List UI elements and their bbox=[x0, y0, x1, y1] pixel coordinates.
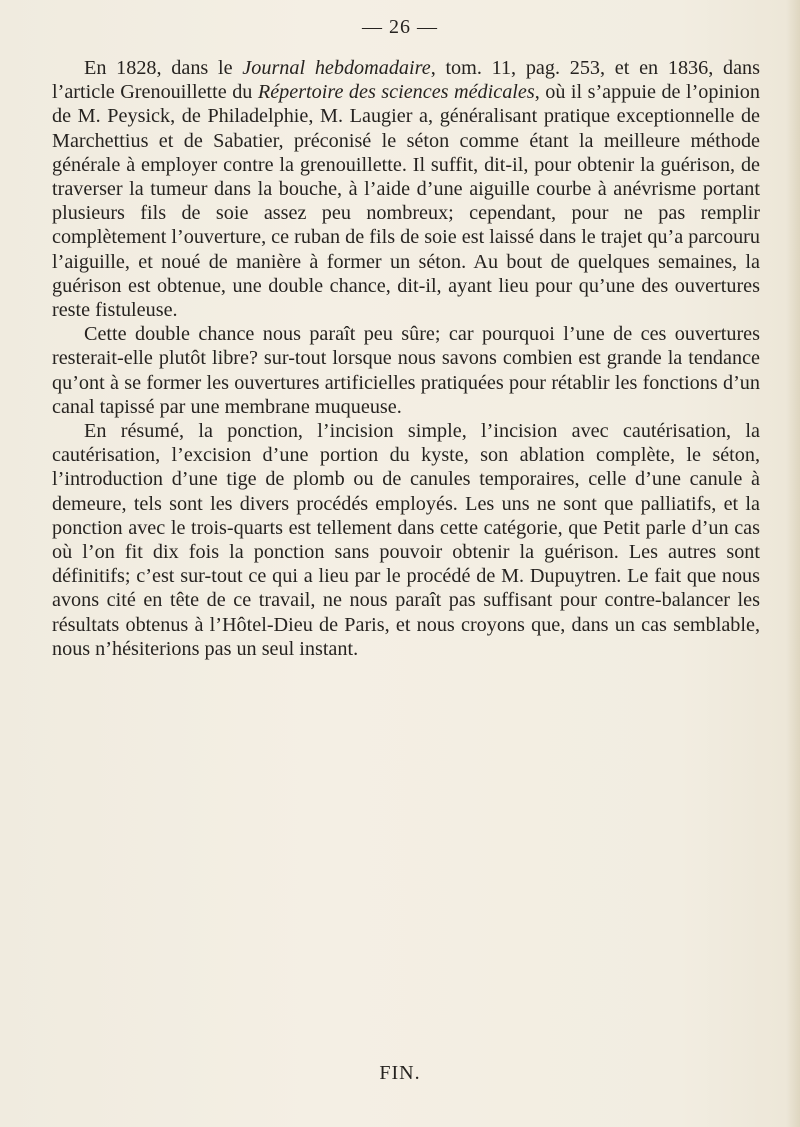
text-segment: En 1828, dans le bbox=[84, 57, 243, 79]
body-text bbox=[52, 56, 760, 661]
paragraph-1 bbox=[52, 56, 760, 322]
text-segment: , tom. 11, pag. 253, et en 1836, dans l’article Grenouillette du bbox=[52, 57, 760, 104]
page-edge-shadow bbox=[786, 0, 800, 1127]
text-segment: Cette double chance nous paraît peu sûre; car pourquoi l’une de ces ouvertures resterait-elle plutôt libre? sur-tout lorsque nous savons combien est grande la tendance qu’ont à se former les ouvertures artificielles pratiquées pour rétablir les fonctions d’un canal tapissé par une membrane muqueuse. bbox=[52, 323, 760, 418]
page-number: — 26 — bbox=[362, 16, 438, 38]
paragraph-3 bbox=[52, 419, 760, 661]
text-segment: , où il s’appuie de l’opinion de M. Peysick, de Philadelphie, M. Laugier a, généralisant pratique exceptionnelle de Marchettius et de Sabatier, préconisé le séton comme étant la meilleure méthode générale à employer contre la grenouillette. Il suffit, dit-il, pour obtenir la guérison, de traverser la tumeur dans la bouche, à l’aide d’une aiguille courbe à anévrisme portant plusieurs fils de soie assez peu nombreux; cependant, pour ne pas remplir complètement l’ouverture, ce ruban de fils de soie est laissé dans le trajet qu’a parcouru l’aiguille, et noué de manière à former un séton. Au bout de quelques semaines, la guérison est obtenue, une double chance, dit-il, ayant lieu pour qu’une des ouvertures reste fistuleuse. bbox=[52, 81, 760, 322]
journal-title: Journal hebdomadaire bbox=[242, 57, 431, 79]
fin-label: FIN. bbox=[379, 1062, 421, 1084]
text-segment: En résumé, la ponction, l’incision simple, l’incision avec cautérisation, la cautérisation, l’excision d’une portion du kyste, son ablation complète, le séton, l’introduction d’une tige de plomb ou de canules temporaires, celle d’une canule à demeure, tels sont les divers procédés employés. Les uns ne sont que palliatifs, et la ponction avec le trois-quarts est tellement dans cette catégorie, que Petit parle d’un cas où l’on fit dix fois la ponction sans pouvoir obtenir la guérison. Les autres sont définitifs; c’est sur-tout ce qui a lieu par le procédé de M. Dupuytren. Le fait que nous avons cité en tête de ce travail, ne nous paraît pas suffisant pour contre-balancer les résultats obtenus à l’Hôtel-Dieu de Paris, et nous croyons que, dans un cas semblable, nous n’hésiterions pas un seul instant. bbox=[52, 420, 760, 660]
repertoire-title: Répertoire des sciences médicales bbox=[257, 81, 535, 104]
paragraph-2 bbox=[52, 322, 760, 419]
